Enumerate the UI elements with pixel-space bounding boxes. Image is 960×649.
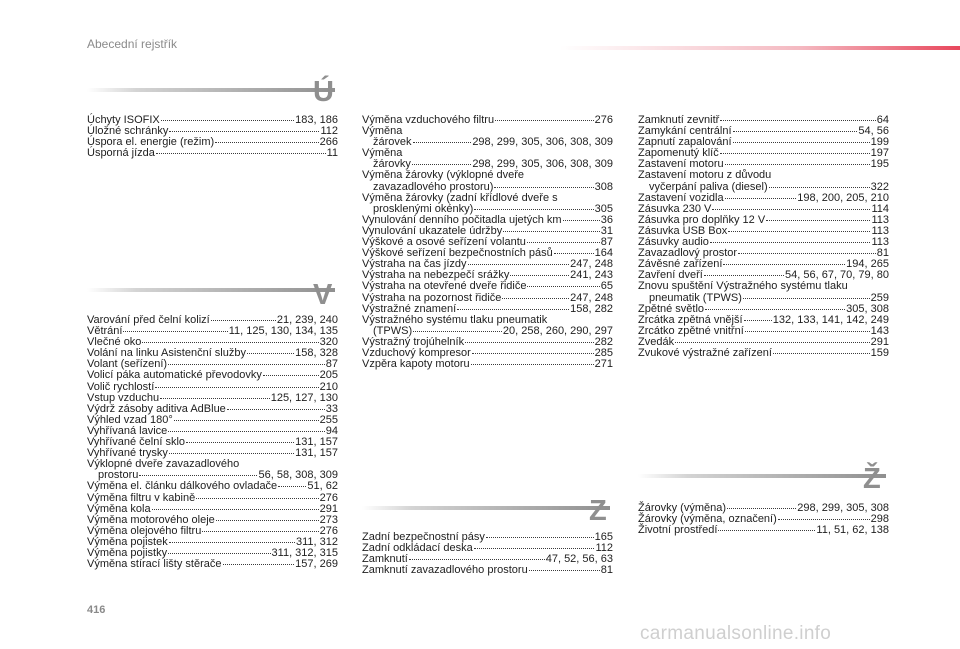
index-entry-pages: 298, 299, 305, 308	[797, 502, 889, 514]
index-entry-term: Žárovky (výměna, označení)	[638, 513, 777, 526]
index-entry-term: Vynulování denního počitadla ujetých km	[362, 213, 562, 226]
index-entry-term: Výměna pojistek	[87, 535, 168, 548]
dot-leader	[502, 298, 569, 299]
index-entry-pages: 311, 312	[295, 535, 338, 548]
index-entry-pages: 20, 258, 260, 290, 297	[502, 324, 613, 337]
dot-leader	[495, 120, 594, 121]
index-entry-term: Zásuvka 230 V	[638, 202, 712, 215]
index-entry-term: Výstraha na nebezpečí srážky	[362, 269, 510, 282]
index-entry-term: vyčerpání paliva (diesel)	[649, 180, 768, 193]
index-entry	[87, 370, 338, 381]
index-entry	[362, 148, 613, 170]
index-entry-term: Výměna filtru v kabině	[87, 491, 196, 504]
dot-leader	[769, 187, 870, 188]
index-entry-pages: 197	[870, 147, 889, 160]
index-entry-term: Zamknutí	[362, 553, 408, 566]
index-entry-term: Zapomenutý klíč	[638, 147, 719, 160]
index-entry-term: Volicí páka automatické převodovky	[87, 369, 262, 382]
index-entry	[362, 281, 613, 292]
index-entry-term: Zrcátko zpětné vnitřní	[638, 324, 744, 337]
index-entry-pages: 165	[594, 531, 613, 543]
index-entry-pages: 164	[594, 247, 613, 260]
index-entry-pages: 322	[870, 180, 889, 193]
index-entry-pages: 11	[326, 147, 338, 160]
dot-leader	[457, 309, 569, 310]
index-entry-pages: 33	[325, 402, 338, 415]
index-entry-term: Úložné schránky	[87, 125, 169, 138]
dot-leader	[465, 342, 594, 343]
index-entry-pages: 64	[876, 114, 889, 126]
dot-leader	[743, 298, 870, 299]
index-entry	[638, 525, 889, 536]
dot-leader	[216, 520, 319, 521]
dot-leader	[223, 564, 295, 565]
index-entry-term: Výměna kola	[87, 502, 151, 515]
dot-leader	[712, 209, 870, 210]
index-entry-term: Zamknutí zavazadlového prostoru	[362, 564, 528, 577]
index-entry-term: Zapnutí zapalování	[638, 136, 732, 149]
index-entry-pages: 112	[595, 542, 613, 555]
index-entry-term: Výstražný trojúhelník	[362, 335, 465, 348]
index-entry-term: (TPWS)	[373, 324, 413, 337]
index-entry	[87, 459, 338, 481]
index-entry-pages: 81	[876, 247, 889, 260]
index-entry-pages: 308	[594, 180, 613, 193]
dot-leader	[215, 142, 318, 143]
index-entry-term: Zadní bezpečnostní pásy	[362, 531, 485, 543]
section-letter-zh: Ž	[863, 463, 881, 495]
index-entry-term: Výměna motorového oleje	[87, 513, 215, 526]
dot-leader	[494, 187, 593, 188]
index-entry-term: Zásuvka USB Box	[638, 224, 728, 237]
index-entry-term: žárovky	[373, 158, 411, 171]
index-entry	[362, 315, 613, 337]
index-entry-term: Výstražné znamení	[362, 302, 457, 315]
index-entry-term: Zamknutí zevnitř	[638, 114, 720, 126]
index-entry-term: pneumatik (TPWS)	[649, 291, 742, 304]
index-entry	[638, 348, 889, 359]
dot-leader	[169, 453, 294, 454]
dot-leader	[263, 375, 319, 376]
index-entry-pages: 183, 186	[295, 114, 338, 126]
index-entry-pages: 11, 51, 62, 138	[816, 524, 889, 537]
index-entry-pages: 305	[594, 202, 613, 215]
index-entry-term: Vyhřívané trysky	[87, 447, 168, 460]
dot-leader	[486, 537, 594, 538]
dot-leader	[728, 231, 870, 232]
dot-leader	[412, 164, 471, 165]
dot-leader	[710, 242, 871, 243]
index-entry-term: prosklenými okénky)	[373, 202, 474, 215]
index-entry-term: Zastavení motoru	[638, 158, 724, 171]
index-entry-pages: 198, 200, 205, 210	[797, 191, 889, 204]
dot-leader	[139, 475, 257, 476]
index-entry-pages: 195	[870, 158, 889, 171]
index-entry-pages: 131, 157	[295, 447, 338, 460]
index-entry-pages: 276	[319, 491, 338, 504]
index-entry-pages: 21, 239, 240	[276, 314, 338, 326]
dot-leader	[413, 142, 472, 143]
index-entry-term: Zastavení vozidla	[638, 191, 724, 204]
dot-leader	[527, 286, 599, 287]
index-entry	[638, 281, 889, 303]
index-entry-term: Vynulování ukazatele údržby	[362, 224, 503, 237]
index-entry-pages: 112	[320, 125, 338, 138]
index-entry-pages: 210	[319, 380, 338, 393]
index-entry-term: Výdrž zásoby aditiva AdBlue	[87, 402, 226, 415]
section-rule-u	[87, 88, 335, 92]
index-entry-term: Větrání	[87, 325, 123, 338]
dot-leader	[773, 353, 870, 354]
index-entry-heading: Výměna	[362, 125, 403, 138]
index-entry-pages: 87	[600, 236, 613, 249]
index-entry-pages: 56, 58, 308, 309	[258, 469, 338, 482]
index-entry	[362, 126, 613, 148]
dot-leader	[704, 275, 784, 276]
dot-leader	[733, 142, 870, 143]
dot-leader	[705, 309, 845, 310]
index-entry-pages: 131, 157	[295, 436, 338, 449]
section-letter-z: Z	[589, 495, 607, 527]
index-entry-term: Úchyty ISOFIX	[87, 114, 160, 126]
index-entry-term: prostoru	[98, 469, 139, 482]
dot-leader	[196, 498, 318, 499]
index-entry-pages: 255	[319, 413, 338, 426]
dot-leader	[186, 442, 294, 443]
index-entry-term: Zvukové výstražné zařízení	[638, 346, 772, 359]
index-entry-pages: 291	[319, 502, 338, 515]
section-rule-v	[87, 288, 335, 292]
index-entry-pages: 132, 133, 141, 142, 249	[772, 313, 889, 326]
dot-leader	[202, 531, 318, 532]
dot-leader	[472, 353, 594, 354]
dot-leader	[278, 486, 306, 487]
index-entry-pages: 158, 328	[295, 347, 338, 360]
dot-leader	[169, 131, 319, 132]
dot-leader	[778, 519, 870, 520]
dot-leader	[123, 331, 227, 332]
index-entry-term: Volič rychlostí	[87, 380, 155, 393]
index-entry-pages: 87	[325, 358, 338, 371]
index-entry-term: Zvedák	[638, 335, 675, 348]
dot-leader	[169, 542, 295, 543]
index-entry-pages: 114	[871, 202, 889, 215]
index-entry-pages: 276	[594, 114, 613, 126]
index-entry-term: Výměna stírací lišty stěrače	[87, 558, 222, 571]
dot-leader	[725, 164, 870, 165]
index-entry-pages: 311, 312, 315	[271, 546, 338, 559]
index-list-z-continued	[638, 115, 889, 359]
index-entry-term: Zrcátka zpětná vnější	[638, 313, 743, 326]
page-number: 416	[87, 604, 106, 616]
index-entry-term: Výměna pojistky	[87, 546, 168, 559]
index-entry-pages: 54, 56, 67, 70, 79, 80	[785, 269, 889, 282]
index-entry-pages: 305, 308	[846, 302, 889, 315]
index-entry-term: Zásuvky audio	[638, 236, 709, 249]
index-entry-term: Výměna vzduchového filtru	[362, 114, 495, 126]
dot-leader	[168, 364, 325, 365]
index-entry-term: Úsporná jízda	[87, 147, 155, 160]
dot-leader	[675, 342, 870, 343]
dot-leader	[527, 242, 600, 243]
index-entry-term: žárovek	[373, 136, 412, 149]
index-entry-term: Vzpěra kapoty motoru	[362, 358, 470, 371]
dot-leader	[152, 509, 319, 510]
index-entry-heading: Výměna	[362, 147, 403, 160]
index-entry-pages: 199	[870, 136, 889, 149]
index-entry-pages: 54, 56	[858, 125, 889, 138]
index-list-v	[87, 315, 338, 570]
index-entry-pages: 298, 299, 305, 306, 308, 309	[472, 136, 613, 149]
index-entry-pages: 125, 127, 130	[270, 391, 338, 404]
index-entry	[638, 170, 889, 192]
index-list-v-continued	[362, 115, 613, 370]
index-entry-pages: 113	[871, 213, 889, 226]
index-entry-pages: 113	[871, 236, 889, 249]
index-entry-pages: 298, 299, 305, 306, 308, 309	[472, 158, 613, 171]
index-entry-pages: 271	[594, 358, 613, 371]
page-header-title: Abecední rejstřík	[87, 37, 178, 51]
index-entry-term: zavazadlového prostoru)	[373, 180, 494, 193]
index-entry-term: Žárovky (výměna)	[638, 502, 727, 514]
watermark: carmanualsonline.info	[640, 623, 832, 644]
dot-leader	[744, 320, 772, 321]
index-entry-term: Výstraha na pozornost řidiče	[362, 291, 502, 304]
index-entry-term: Volant (seřízení)	[87, 358, 168, 371]
index-entry-pages: 259	[870, 291, 889, 304]
header-accent-bar	[560, 46, 960, 50]
index-entry	[87, 481, 338, 492]
index-entry-pages: 31	[600, 224, 613, 237]
index-entry	[87, 559, 338, 570]
dot-leader	[471, 364, 594, 365]
dot-leader	[723, 264, 845, 265]
dot-leader	[142, 342, 318, 343]
dot-leader	[211, 320, 276, 321]
dot-leader	[725, 198, 797, 199]
index-entry-heading: Výklopné dveře zavazadlového	[87, 458, 240, 471]
dot-leader	[563, 220, 600, 221]
dot-leader	[510, 275, 569, 276]
index-entry-pages: 247, 248	[570, 258, 613, 271]
index-entry-pages: 273	[319, 513, 338, 526]
index-entry-pages: 282	[594, 335, 613, 348]
index-entry	[362, 565, 613, 576]
dot-leader	[474, 548, 595, 549]
dot-leader	[474, 209, 593, 210]
dot-leader	[413, 331, 502, 332]
index-entry-heading: Znovu spuštění Výstražného systému tlaku	[638, 280, 848, 293]
index-entry-pages: 157, 269	[295, 558, 338, 571]
index-entry-pages: 94	[325, 424, 338, 437]
index-entry-pages: 320	[319, 336, 338, 349]
index-entry-heading: Zastavení motoru z důvodu	[638, 169, 772, 182]
index-entry-pages: 298	[870, 513, 889, 526]
dot-leader	[156, 153, 326, 154]
index-entry	[362, 170, 613, 192]
dot-leader	[554, 253, 594, 254]
dot-leader	[718, 530, 815, 531]
index-entry-pages: 291	[870, 335, 889, 348]
index-entry-pages: 113	[871, 224, 889, 237]
dot-leader	[720, 120, 875, 121]
index-entry	[87, 148, 338, 159]
dot-leader	[174, 420, 319, 421]
dot-leader	[168, 553, 270, 554]
index-list-u	[87, 115, 338, 159]
index-entry-pages: 285	[594, 346, 613, 359]
index-entry-term: Životní prostředí	[638, 524, 718, 537]
dot-leader	[733, 131, 858, 132]
index-entry-pages: 51, 62	[307, 480, 338, 493]
index-entry-term: Vyhřívané čelní sklo	[87, 436, 186, 449]
index-entry-term: Vyhřívaná lavice	[87, 424, 168, 437]
dot-leader	[727, 508, 796, 509]
index-entry-term: Vlečné oko	[87, 336, 142, 349]
section-rule-z	[362, 506, 610, 510]
dot-leader	[155, 387, 318, 388]
dot-leader	[161, 120, 294, 121]
index-entry	[362, 293, 613, 304]
dot-leader	[745, 331, 870, 332]
dot-leader	[227, 409, 325, 410]
dot-leader	[720, 153, 870, 154]
index-entry-pages: 159	[870, 346, 889, 359]
index-entry-term: Výhled vzad 180°	[87, 413, 173, 426]
dot-leader	[247, 353, 294, 354]
dot-leader	[160, 398, 270, 399]
dot-leader	[168, 431, 324, 432]
index-entry-pages: 143	[870, 324, 889, 337]
index-entry-term: Výškové seřízení bezpečnostních pásů	[362, 247, 553, 260]
dot-leader	[503, 231, 600, 232]
index-entry-term: Zpětné světlo	[638, 302, 705, 315]
index-entry-heading: Výměna žárovky (výklopné dveře	[362, 169, 525, 182]
index-entry-term: Vzduchový kompresor	[362, 346, 471, 359]
index-entry	[362, 193, 613, 215]
dot-leader	[409, 559, 545, 560]
index-entry-pages: 81	[600, 564, 613, 577]
index-entry-pages: 36	[600, 213, 613, 226]
dot-leader	[738, 253, 876, 254]
index-entry-pages: 241, 243	[570, 269, 613, 282]
index-entry-pages: 65	[600, 280, 613, 293]
index-entry-pages: 11, 125, 130, 134, 135	[228, 325, 338, 338]
index-entry-heading: Výstražného systému tlaku pneumatik	[362, 313, 548, 326]
index-entry-pages: 158, 282	[570, 302, 613, 315]
index-entry-term: Závěsné zařízení	[638, 258, 723, 271]
index-entry-term: Zásuvka pro doplňky 12 V	[638, 213, 766, 226]
index-entry-pages: 276	[319, 524, 338, 537]
index-list-zh	[638, 503, 889, 536]
index-entry	[87, 493, 338, 504]
index-entry-term: Výstraha na čas jízdy	[362, 258, 467, 271]
index-entry-term: Varování před čelní kolizí	[87, 314, 210, 326]
index-entry-term: Výškové a osové seřízení volantu	[362, 236, 526, 249]
index-entry-term: Výstraha na otevřené dveře řidiče	[362, 280, 527, 293]
index-entry	[87, 382, 338, 393]
section-letter-v: V	[313, 279, 333, 311]
section-rule-zh	[638, 474, 886, 478]
index-entry-heading: Výměna žárovky (zadní křídlové dveře s	[362, 191, 558, 204]
index-entry-term: Výměna el. článku dálkového ovladače	[87, 480, 278, 493]
index-entry-term: Vstup vzduchu	[87, 391, 160, 404]
index-list-z	[362, 532, 613, 576]
index-entry-term: Zavření dveří	[638, 269, 703, 282]
index-entry-pages: 247, 248	[570, 291, 613, 304]
index-entry-pages: 194, 265	[846, 258, 889, 271]
index-entry-term: Zamykání centrální	[638, 125, 732, 138]
index-entry-pages: 205	[319, 369, 338, 382]
index-entry	[638, 326, 889, 337]
index-entry-term: Volání na linku Asistenční služby	[87, 347, 246, 360]
index-entry-term: Úspora el. energie (režim)	[87, 136, 215, 149]
index-entry-term: Zavazadlový prostor	[638, 247, 738, 260]
dot-leader	[468, 264, 570, 265]
section-letter-u: Ú	[313, 76, 334, 108]
index-entry-term: Výměna olejového filtru	[87, 524, 202, 537]
dot-leader	[529, 570, 600, 571]
index-entry-pages: 47, 52, 56, 63	[545, 553, 613, 566]
index-entry-pages: 266	[319, 136, 338, 149]
index-entry	[362, 359, 613, 370]
dot-leader	[766, 220, 870, 221]
index-entry-term: Zadní odkládací deska	[362, 542, 473, 555]
